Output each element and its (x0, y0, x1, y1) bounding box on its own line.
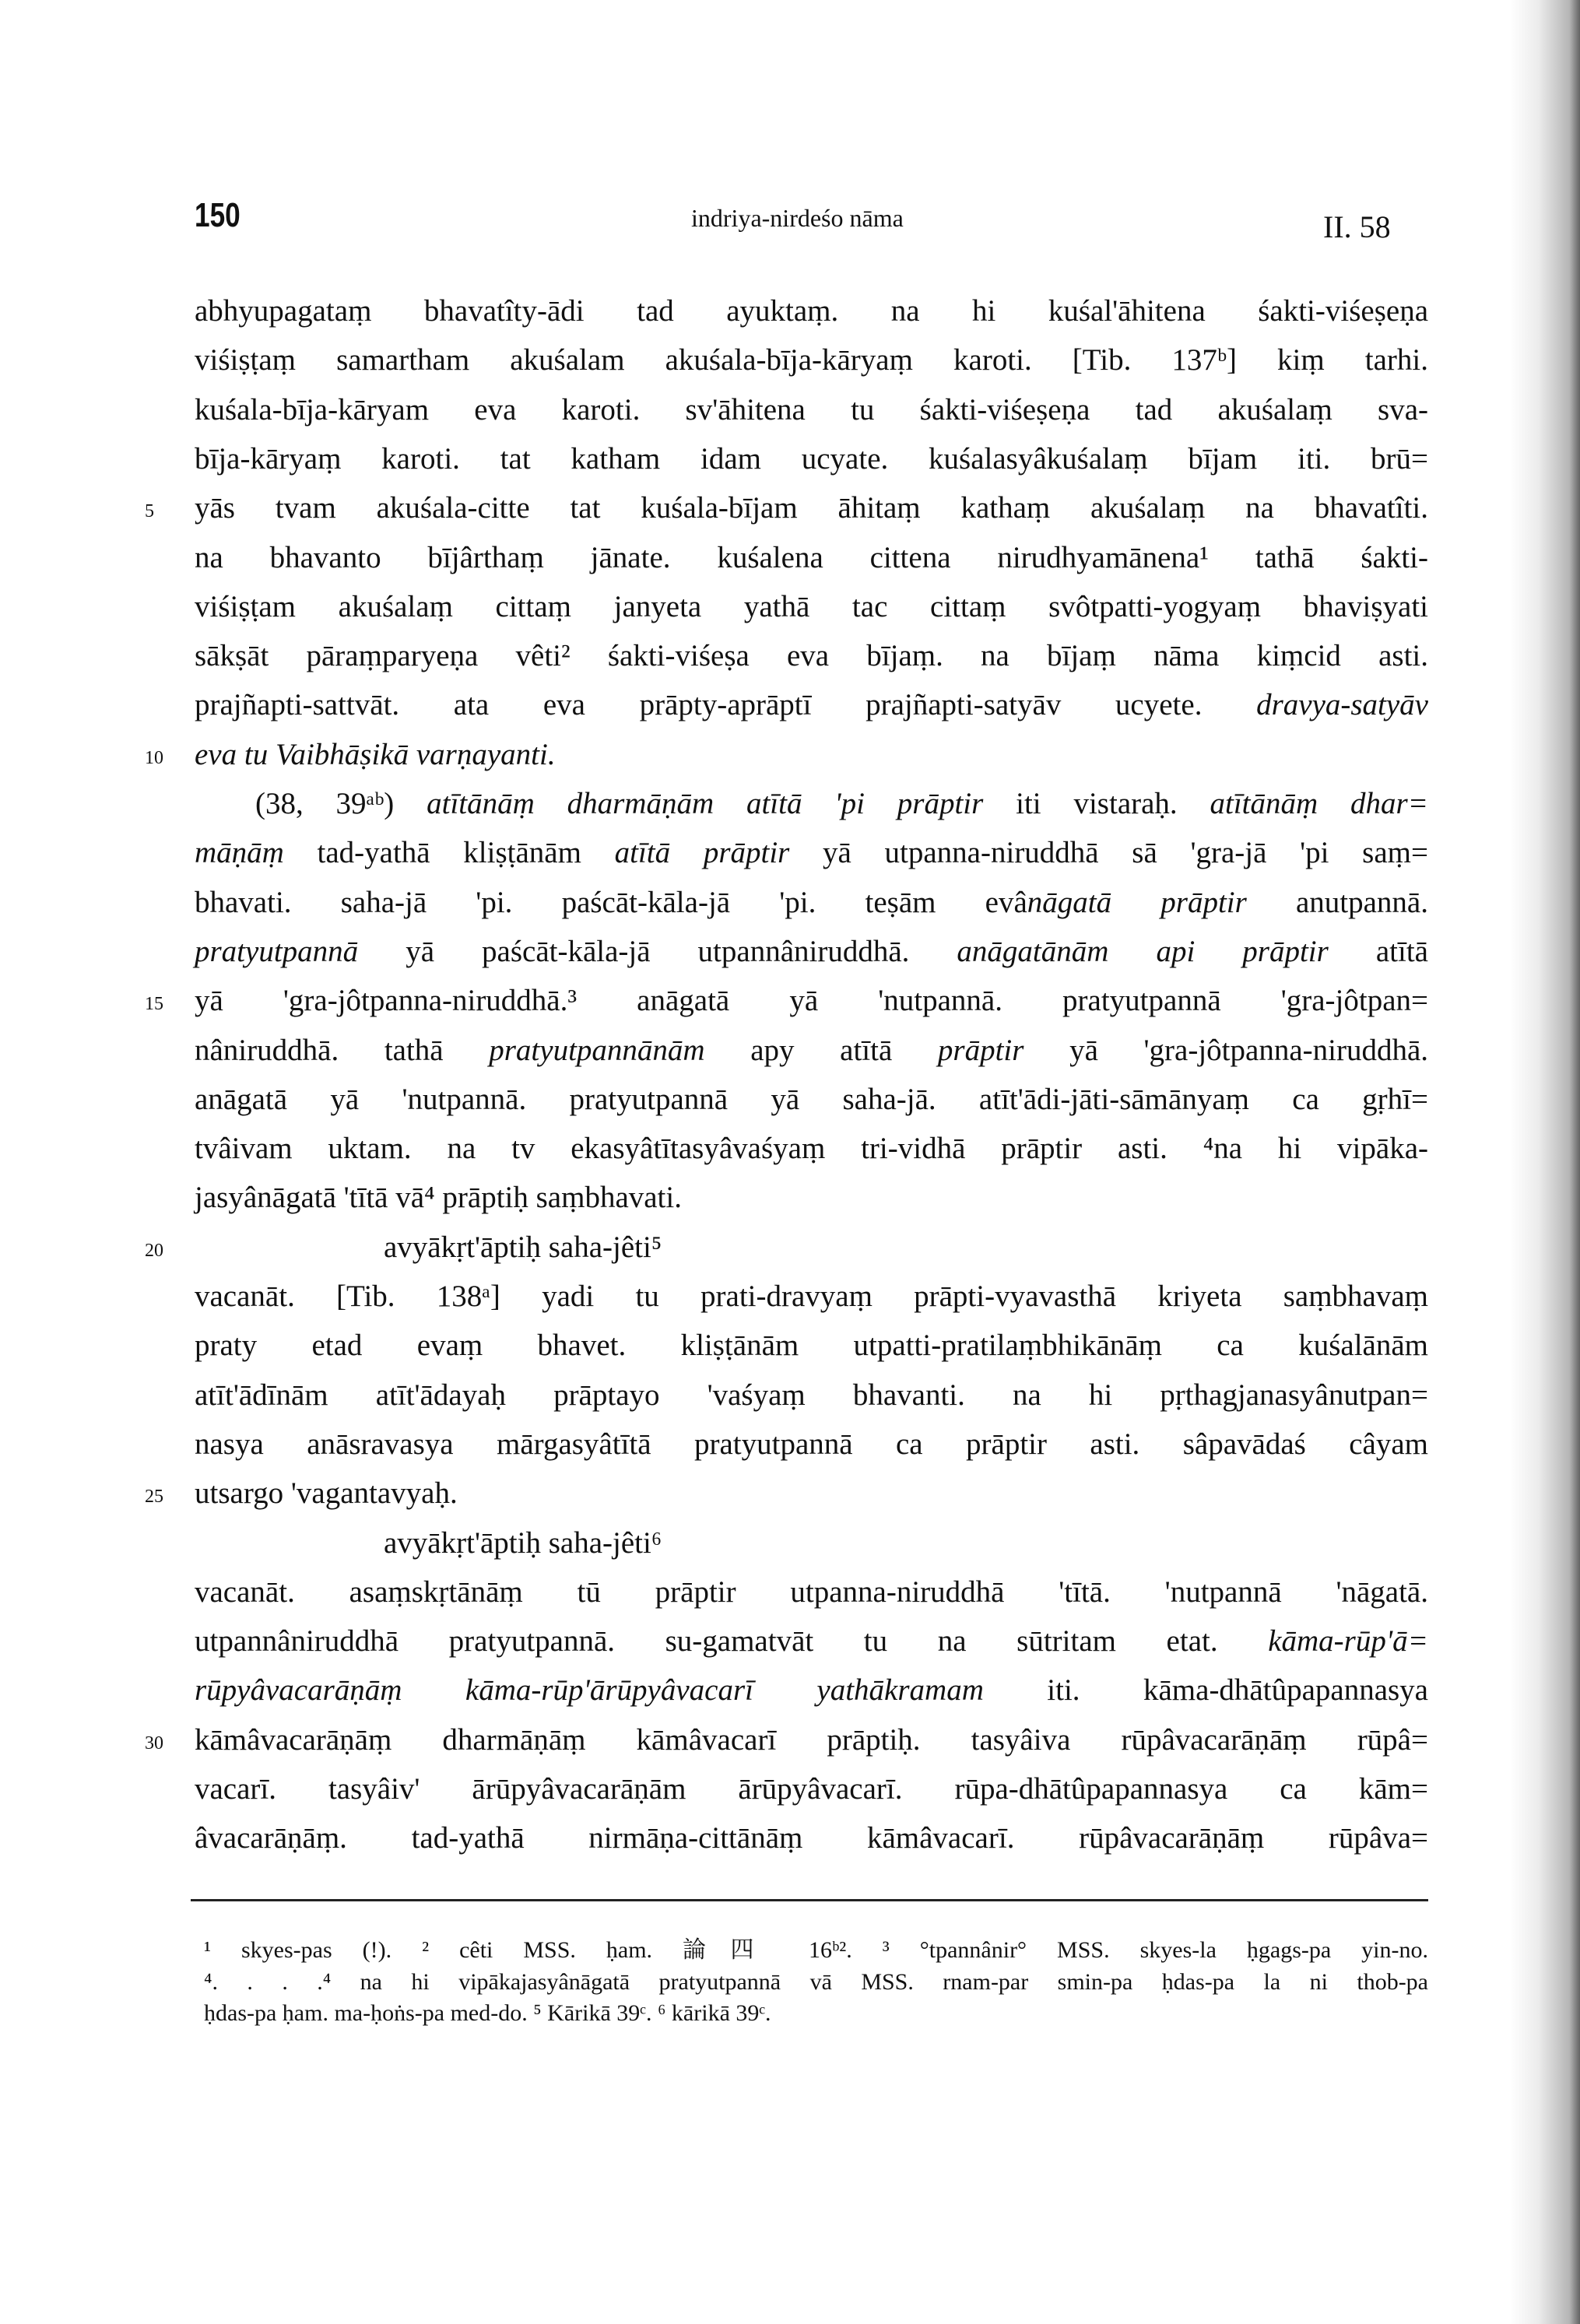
italic-text: dravya-satyāv (1256, 688, 1428, 722)
text-line (255, 785, 1428, 823)
text-line (195, 440, 1428, 479)
text-segment: yā 'gra-jôtpanna-niruddhā. (1023, 1033, 1428, 1067)
italic-text: pratyutpannānām (489, 1033, 705, 1067)
text-segment: abhyupagataṃ bhavatîty-ādi tad ayuktaṃ. na hi kuśal'āhitena śakti-viśeṣeṇa (195, 294, 1428, 328)
text-segment: prajñapti-sattvāt. ata eva prāpty-aprāptī prajñapti-satyāv ucyete. (195, 688, 1257, 722)
text-line (195, 637, 1428, 676)
italic-text: anāgatānām api prāptir (957, 934, 1329, 968)
text-line (195, 1721, 1428, 1760)
text-line (195, 489, 1428, 528)
verse-line (384, 1524, 1428, 1563)
text-line (195, 1031, 1428, 1070)
text-segment: kuśala-bīja-kāryam eva karoti. sv'āhitena tu śakti-viśeṣeṇa tad akuśalaṃ sva- (195, 392, 1428, 427)
text-segment: iti vistaraḥ. (983, 787, 1210, 820)
text-segment: anāgatā yā 'nutpannā. pratyutpannā yā saha-jā. atīt'ādi-jāti-sāmānyaṃ ca gṛhī= (195, 1082, 1428, 1116)
text-segment: bhavati. saha-jā 'pi. paścāt-kāla-jā 'pi. teṣām evâ (195, 885, 1027, 919)
line-number: 20 (145, 1240, 163, 1261)
text-line (195, 1622, 1428, 1661)
italic-text: atītā prāptir (614, 836, 790, 870)
verse-line (384, 1228, 1428, 1267)
text-line (195, 1277, 1428, 1316)
text-segment: jasyânāgatā 'tītā vā⁴ prāptiḥ saṃbhavati. (195, 1181, 682, 1215)
italic-text: atītānāṃ dhar= (1210, 787, 1428, 820)
text-segment: utpannâniruddhā pratyutpannā. su-gamatvāt tu na sūtritam etat. (195, 1624, 1269, 1659)
text-line (195, 1376, 1428, 1415)
text-line (195, 932, 1428, 971)
footnote-line: ⁴. . . .⁴ na hi vipākajasyânāgatā pratyutpannā vā MSS. rnam-par smin-pa ḥdas-pa la ni thob-pa (204, 1969, 1428, 1995)
italic-text: rūpyâvacarāṇāṃ kāma-rūp'ārūpyâvacarī yathākramam (195, 1673, 984, 1708)
text-segment: sākṣāt pāraṃparyeṇa vêti² śakti-viśeṣa eva bījaṃ. na bījaṃ nāma kiṃcid asti. (195, 639, 1428, 673)
footnote-line: ¹ skyes-pas (!). ² cêti MSS. ḥam. 論四 16ᵇ². ³ °tpannânir° MSS. skyes-la ḥgags-pa yin-no. (204, 1937, 1428, 1963)
text-segment: viśiṣṭaṃ samartham akuśalam akuśala-bīja-kāryaṃ karoti. [Tib. 137ᵇ] kiṃ tarhi. (195, 343, 1428, 377)
text-line (195, 1080, 1428, 1119)
text-segment: âvacarāṇāṃ. tad-yathā nirmāṇa-cittānāṃ kāmâvacarī. rūpâvacarāṇāṃ rūpâva= (195, 1821, 1428, 1855)
text-line (195, 341, 1428, 380)
text-segment: iti. kāma-dhātûpapannasya (983, 1673, 1428, 1708)
text-line (195, 588, 1428, 627)
line-number: 15 (145, 994, 163, 1015)
italic-text: nāgatā prāptir (1027, 885, 1247, 919)
text-segment: vacarī. tasyâiv' ārūpyâvacarāṇām ārūpyâvacarī. rūpa-dhātûpapannasya ca kām= (195, 1772, 1428, 1806)
text-segment: nasya anāsravasya mārgasyâtītā pratyutpannā ca prāptir asti. sâpavādaś câyam (195, 1427, 1428, 1461)
text-line (195, 981, 1428, 1020)
text-segment: tvâivam uktam. na tv ekasyâtītasyâvaśyaṃ tri-vidhā prāptir asti. ⁴na hi vipāka- (195, 1132, 1428, 1166)
line-number: 5 (145, 501, 154, 522)
page-number: 150 (195, 196, 241, 234)
text-line (195, 1326, 1428, 1365)
text-line (195, 292, 1428, 331)
footnote-line: ḥdas-pa ḥam. ma-ḥoṅs-pa med-do. ⁵ Kārikā 39ᶜ. ⁶ kārikā 39ᶜ. (204, 2000, 771, 2026)
text-segment: yā 'gra-jôtpanna-niruddhā.³ anāgatā yā 'nutpannā. pratyutpannā 'gra-jôtpan= (195, 984, 1428, 1018)
line-number: 25 (145, 1487, 163, 1508)
italic-text: prāptir (937, 1033, 1024, 1067)
text-line (195, 1671, 1428, 1710)
footnote-divider (191, 1899, 1428, 1901)
section-number: II. 58 (1323, 209, 1391, 244)
text-line (195, 686, 1428, 725)
italic-text: kāma-rūp'ā= (1268, 1624, 1428, 1659)
text-segment: tad-yathā kliṣṭānām (283, 836, 615, 870)
text-line (195, 1425, 1428, 1464)
line-number: 30 (145, 1732, 163, 1754)
running-title: indriya-nirdeśo nāma (691, 204, 904, 232)
text-segment: atītā (1328, 934, 1428, 968)
text-segment: (38, 39ᵃᵇ) (255, 787, 427, 820)
text-segment: nâniruddhā. tathā (195, 1033, 490, 1067)
text-segment: viśiṣṭam akuśalaṃ cittaṃ janyeta yathā tac cittaṃ svôtpatti-yogyaṃ bhaviṣyati (195, 589, 1428, 623)
text-line (195, 1178, 1428, 1217)
line-number: 10 (145, 747, 163, 768)
text-segment: atīt'ādīnām atīt'ādayaḥ prāptayo 'vaśyaṃ bhavanti. na hi pṛthagjanasyânutpan= (195, 1378, 1428, 1412)
text-line (195, 1770, 1428, 1809)
text-line (195, 1573, 1428, 1612)
text-segment: utsargo 'vagantavyaḥ. (195, 1476, 458, 1511)
text-segment: bīja-kāryaṃ karoti. tat katham idam ucyate. kuśalasyâkuśalaṃ bījam iti. brū= (195, 441, 1428, 476)
text-line (195, 1474, 1428, 1513)
text-line (195, 1819, 1428, 1858)
text-segment: yā paścāt-kāla-jā utpannâniruddhā. (358, 934, 957, 968)
text-line (195, 391, 1428, 430)
italic-text: māṇāṃ (195, 836, 284, 870)
text-line (195, 735, 1428, 774)
text-segment: yā utpanna-niruddhā sā 'gra-jā 'pi saṃ= (789, 836, 1428, 870)
text-segment: avyākṛt'āptiḥ saha-jêti⁶ (384, 1525, 662, 1560)
text-segment: vacanāt. [Tib. 138ᵃ] yadi tu prati-dravyaṃ prāpti-vyavasthā kriyeta saṃbhavaṃ (195, 1280, 1428, 1313)
text-line (195, 1129, 1428, 1168)
text-segment: vacanāt. asaṃskṛtānāṃ tū prāptir utpanna-niruddhā 'tītā. 'nutpannā 'nāgatā. (195, 1574, 1428, 1609)
text-segment: kāmâvacarāṇāṃ dharmāṇāṃ kāmâvacarī prāptiḥ. tasyâiva rūpâvacarāṇāṃ rūpâ= (195, 1722, 1428, 1757)
text-line (195, 539, 1428, 577)
italic-text: eva tu Vaibhāṣikā varṇayanti. (195, 737, 556, 771)
text-segment: anutpannā. (1246, 885, 1428, 919)
italic-text: atītānāṃ dharmāṇām atītā 'pi prāptir (427, 787, 984, 820)
text-segment: yās tvam akuśala-citte tat kuśala-bījam āhitaṃ kathaṃ akuśalaṃ na bhavatîti. (195, 491, 1428, 525)
text-segment: praty etad evaṃ bhavet. kliṣṭānām utpatti-pratilaṃbhikānāṃ ca kuśalānām (195, 1329, 1428, 1363)
italic-text: pratyutpannā (195, 934, 359, 968)
scan-edge-shadow (1510, 0, 1580, 2324)
text-segment: avyākṛt'āptiḥ saha-jêti⁵ (384, 1230, 662, 1264)
text-segment: apy atītā (704, 1033, 938, 1067)
text-segment: na bhavanto bījârthaṃ jānate. kuśalena cittena nirudhyamānena¹ tathā śakti- (195, 540, 1428, 574)
text-line (195, 883, 1428, 922)
text-line (195, 834, 1428, 872)
